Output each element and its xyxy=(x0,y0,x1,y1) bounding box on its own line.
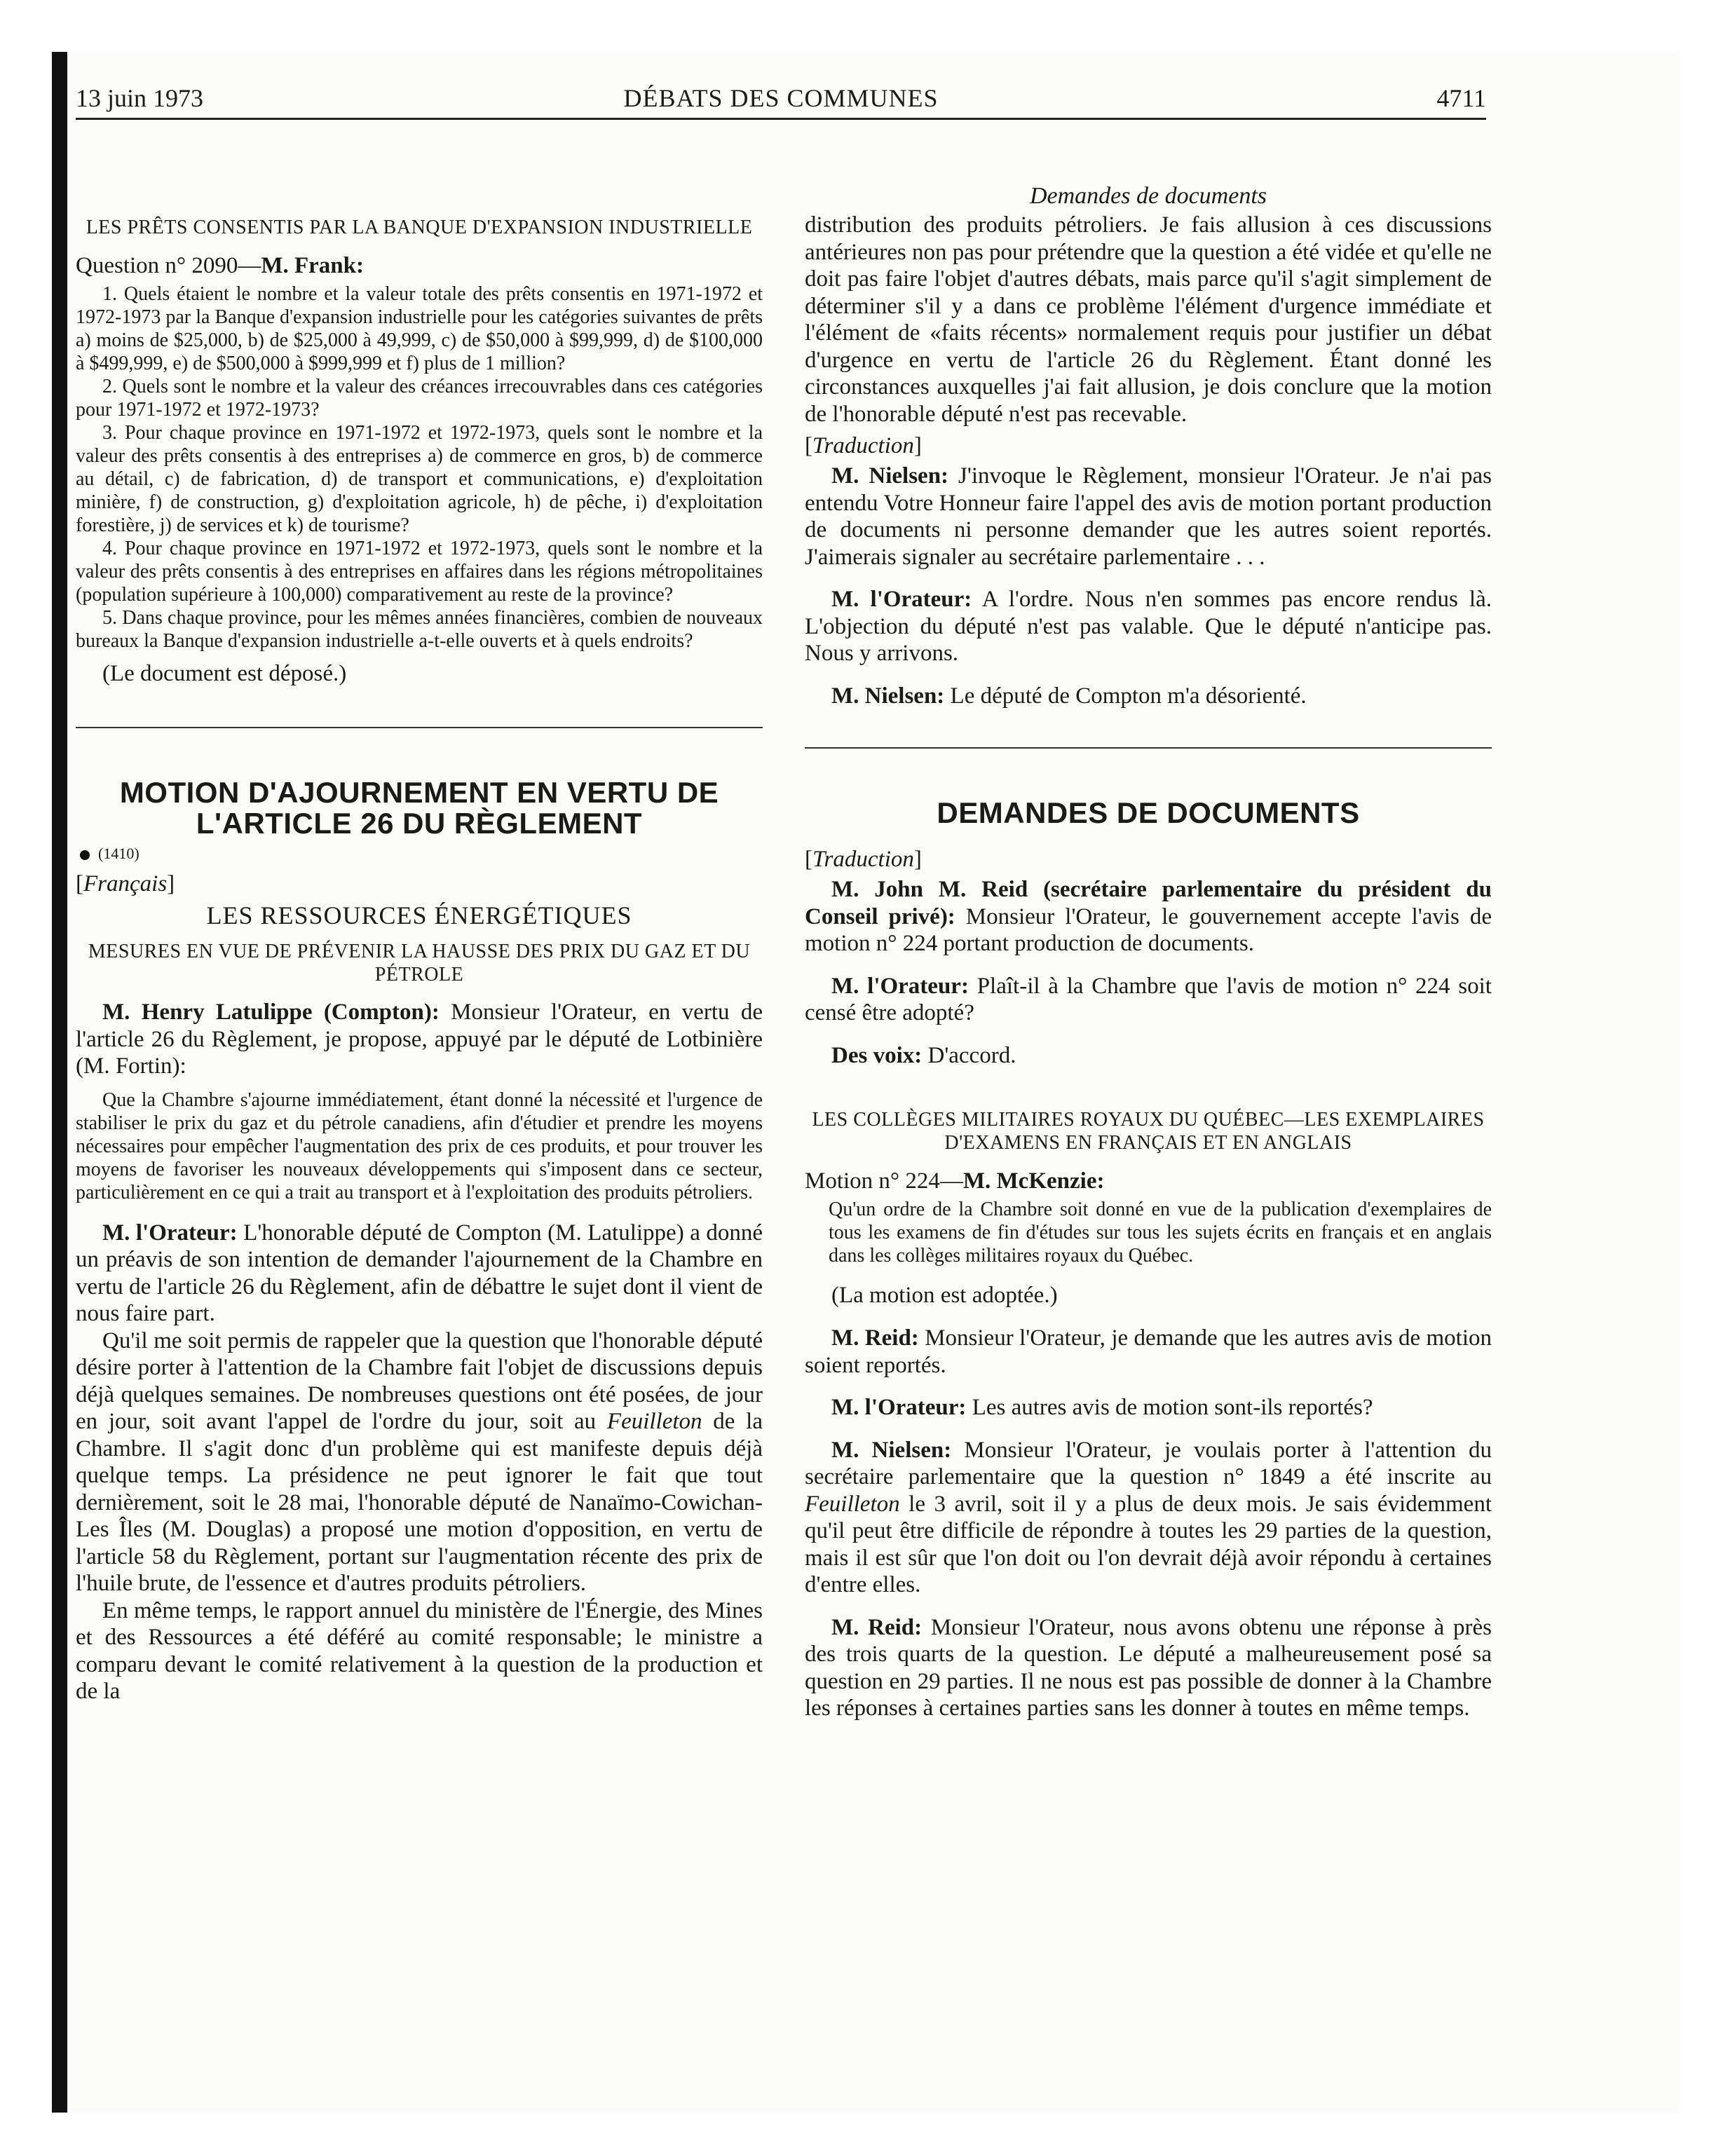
speaker-name: M. Nielsen: xyxy=(831,683,945,709)
paragraph-reid-2: M. Reid: Monsieur l'Orateur, je demande que les autres avis de motion soient reportés. xyxy=(805,1325,1492,1378)
paragraph-nielsen-2: M. Nielsen: Le député de Compton m'a désorienté. xyxy=(831,683,1307,709)
speaker-name: M. l'Orateur: xyxy=(831,1395,967,1420)
question-label: Question n° 2090— xyxy=(76,253,261,278)
translation-marker-2: [Traduction] xyxy=(805,847,922,872)
header-page-number: 4711 xyxy=(1436,84,1486,112)
paragraph-latulippe: M. Henry Latulippe (Compton): Monsieur l'Orateur, en vertu de l'article 26 du Règlement, je propose, appuyé par le député de Lotbinière (M. Fortin): xyxy=(76,999,763,1079)
scan-edge xyxy=(52,52,67,2113)
question-item-1: 1. Quels étaient le nombre et la valeur totale des prêts consentis en 1971-1972 et 1972-1973 par la Banque d'expansion industrielle pour les catégories suivantes de prêts a) moins de $25,000, b) de $25,000 à 49,999, c) de $50,000 à $99,999, d) de $100,000 à $499,999, e) de $500,000 à $999,999 et f) plus de 1 million? xyxy=(76,283,763,374)
question-item-3: 3. Pour chaque province en 1971-1972 et 1972-1973, quels sont le nombre et la valeur des prêts consentis à des entreprises a) de commerce en gros, b) de commerce au détail, c) de fabrication, d) de transport et communications, e) d'exploitation minière, f) de construction, g) d'exploitation agricole, h) de pêche, i) d'exploitation forestière, j) de services et k) de tourisme? xyxy=(76,422,763,536)
section-heading-loans: LES PRÊTS CONSENTIS PAR LA BANQUE D'EXPANSION INDUSTRIELLE xyxy=(86,217,753,238)
speaker-name: Des voix: xyxy=(831,1042,923,1068)
time-marker xyxy=(76,843,763,864)
paragraph-nielsen-3: M. Nielsen: Monsieur l'Orateur, je voulais porter à l'attention du secrétaire parlementaire que la question n° 1849 a été inscrite au Feuilleton le 3 avril, soit il y a plus de deux mois. Je sais évidemment qu'il peut être difficile de répondre à toutes les 29 parties de la question, mais il est sûr que l'on doit ou l'on devrait déjà avoir répondu à certaines d'entre elles. xyxy=(805,1437,1492,1597)
page-header xyxy=(76,81,1486,120)
paragraph-speaker-1: M. l'Orateur: L'honorable député de Compton (M. Latulippe) a donné un préavis de son intention de demander l'ajournement de la Chambre en vertu de l'article 26 du Règlement, afin de débattre le sujet dont il vient de nous faire part. xyxy=(76,1220,763,1326)
running-head: Demandes de documents xyxy=(1029,183,1267,209)
paragraph-speaker-5: M. l'Orateur: Plaît-il à la Chambre que l'avis de motion n° 224 soit censé être adopté? xyxy=(805,973,1492,1025)
motion-title xyxy=(76,777,763,839)
time-marker-text: (1410) xyxy=(98,845,140,862)
speaker-name: M. John M. Reid (secrétaire parlementaire du président du Conseil privé): xyxy=(805,877,1492,929)
paragraph-reid-1: M. John M. Reid (secrétaire parlementaire du président du Conseil privé): Monsieur l'Orateur, le gouvernement accepte l'avis de motion n° 224 portant production de documents. xyxy=(805,877,1492,956)
speaker-name: M. Henry Latulippe (Compton): xyxy=(102,999,440,1025)
translation-label: Traduction xyxy=(812,847,914,872)
translation-marker-1: [Traduction] xyxy=(805,433,922,458)
paragraph-nielsen-1: M. Nielsen: J'invoque le Règlement, monsieur l'Orateur. Je n'ai pas entendu Votre Honneur faire l'appel des avis de motion portant production de documents ni personne demander que les autres soient reportés. J'aimerais signaler au secrétaire parlementaire . . . xyxy=(805,463,1492,570)
motion-quote: Que la Chambre s'ajourne immédiatement, étant donné la nécessité et l'urgence de stabiliser le prix du gaz et du pétrole canadiens, afin d'étudier et prendre les moyens nécessaires pour empêcher l'augmentation des prix de ces produits, et pour trouver les moyens de favoriser les nouveaux développements qui s'imposent dans ce secteur, particulièrement en ce qui a trait au transport et à l'exploitation des produits pétroliers. xyxy=(76,1089,763,1203)
paragraph-voices: Des voix: D'accord. xyxy=(831,1042,1016,1068)
language-label: Français xyxy=(83,871,168,896)
motion-adopted-note: (La motion est adoptée.) xyxy=(831,1283,1058,1308)
paragraph-speaker-4: M. l'Orateur: A l'ordre. Nous n'en sommes pas encore rendus là. L'objection du député n'est pas valable. Que le député n'anticipe pas. Nous y arrivons. xyxy=(805,587,1492,666)
document-tabled-note: (Le document est déposé.) xyxy=(102,661,347,686)
speaker-name: M. Reid: xyxy=(831,1325,919,1351)
speaker-name: M. Reid: xyxy=(831,1614,923,1640)
documents-title: DEMANDES DE DOCUMENTS xyxy=(937,796,1360,829)
question-item-5: 5. Dans chaque province, pour les mêmes années financières, combien de nouveaux bureaux la Banque d'expansion industrielle a-t-elle ouverts et à quels endroits? xyxy=(76,607,763,652)
question-heading xyxy=(76,252,763,280)
translation-label: Traduction xyxy=(812,433,914,458)
question-item-2: 2. Quels sont le nombre et la valeur des créances irrecouvrables dans ces catégories pour 1971-1972 et 1972-1973? xyxy=(76,376,763,421)
subheading-prices: MESURES EN VUE DE PRÉVENIR LA HAUSSE DES PRIX DU GAZ ET DU PÉTROLE xyxy=(88,941,751,985)
header-title: DÉBATS DES COMMUNES xyxy=(623,84,939,112)
paragraph-speaker-2: Qu'il me soit permis de rappeler que la question que l'honorable député désire porter à l'attention de la Chambre fait l'objet de discussions depuis déjà quelques semaines. De nombreuses questions ont été posées, de jour en jour, soit avant l'appel de l'ordre du jour, soit au Feuilleton de la Chambre. Il s'agit donc d'un problème qui est manifeste depuis déjà quelque temps. La présidence ne peut ignorer le fait que tout dernièrement, soit le 28 mai, l'honorable député de Nanaïmo-Cowichan-Les Îles (M. Douglas) a proposé une motion d'opposition, en vertu de l'article 58 du Règlement, portant sur l'augmentation récente des prix de l'huile brute, de l'essence et d'autres produits pétroliers. xyxy=(76,1328,763,1596)
bullet-icon xyxy=(80,850,90,860)
speaker-name: M. Nielsen: xyxy=(831,1437,952,1463)
section-divider-left xyxy=(76,727,763,728)
header-date: 13 juin 1973 xyxy=(76,84,204,112)
paragraph-continuation: distribution des produits pétroliers. Je fais allusion à ces discussions antérieures non pas pour prétendre que la question a été vidée et qu'elle ne doit pas faire l'objet d'autres débats, mais parce qu'il s'agit simplement de déterminer s'il y a dans ce problème l'élément d'urgence immédiate et l'élément de «faits récents» normalement requis pour justifier un débat d'urgence en vertu de l'article 26 du Règlement. Étant donné les circonstances auxquelles j'ai fait allusion, je dois conclure que la motion de l'honorable député n'est pas recevable. xyxy=(805,212,1492,427)
question-item-4: 4. Pour chaque province en 1971-1972 et 1972-1973, quels sont le nombre et la valeur des prêts consentis à des entreprises en affaires dans les régions métropolitaines (population supérieure à 100,000) comparativement au reste de la province? xyxy=(76,538,763,606)
paragraph-reid-3: M. Reid: Monsieur l'Orateur, nous avons obtenu une réponse à près des trois quarts de la question. Le député a malheureusement posé sa question en 29 parties. Il ne nous est pas possible de donner à la Chambre les réponses à certaines parties sans les donner à toutes en même temps. xyxy=(805,1614,1492,1721)
speaker-name: M. l'Orateur: xyxy=(831,973,969,999)
motion-title-line-1: MOTION D'AJOURNEMENT EN VERTU DE xyxy=(119,776,719,809)
paragraph-speaker-6: M. l'Orateur: Les autres avis de motion sont-ils reportés? xyxy=(831,1395,1373,1420)
right-column xyxy=(805,129,1492,1722)
subject-heading: LES RESSOURCES ÉNERGÉTIQUES xyxy=(206,901,632,929)
motion-title-line-2: L'ARTICLE 26 DU RÈGLEMENT xyxy=(196,807,643,840)
motion-heading xyxy=(805,1167,1492,1195)
left-column xyxy=(76,129,763,1705)
question-speaker: M. Frank: xyxy=(261,253,365,278)
speaker-name: M. l'Orateur: xyxy=(102,1220,238,1246)
paragraph-speaker-3: En même temps, le rapport annuel du ministère de l'Énergie, des Mines et des Ressources a été déféré au comité responsable; le ministre a comparu devant le comité relativement à la question de la production et de la xyxy=(76,1597,763,1704)
speaker-name: M. Nielsen: xyxy=(831,463,949,489)
section-divider-right xyxy=(805,747,1492,749)
motion-label: Motion n° 224— xyxy=(805,1168,963,1194)
motion-text: Qu'un ordre de la Chambre soit donné en vue de la publication d'exemplaires de tous les examens de fin d'études sur tous les sujets écrits en français et en anglais dans les collèges militaires royaux du Québec. xyxy=(829,1199,1492,1267)
language-marker: [Français] xyxy=(76,871,175,896)
section-heading-colleges: LES COLLÈGES MILITAIRES ROYAUX DU QUÉBEC—LES EXEMPLAIRES D'EXAMENS EN FRANÇAIS ET EN ANGLAIS xyxy=(812,1109,1485,1154)
motion-speaker: M. McKenzie: xyxy=(962,1168,1105,1194)
speaker-name: M. l'Orateur: xyxy=(831,587,972,612)
